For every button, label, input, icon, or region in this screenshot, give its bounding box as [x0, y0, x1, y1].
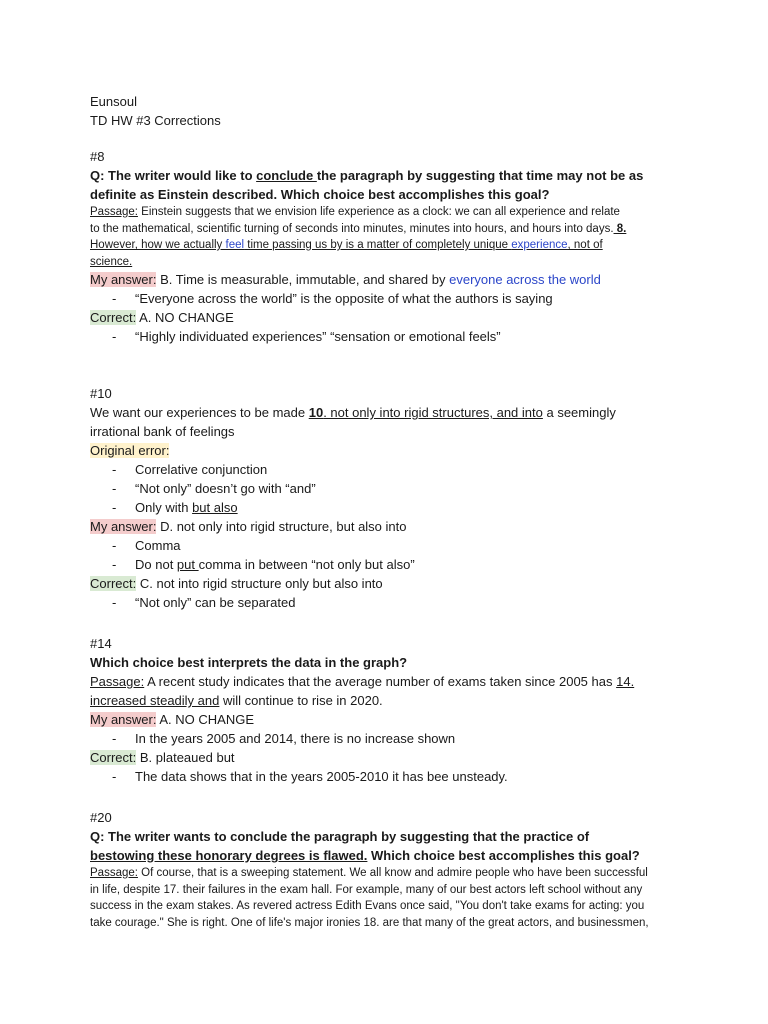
question-text: Q: The writer wants to conclude the paragraph by suggesting that the practice of	[90, 829, 590, 844]
question-number: #10	[90, 386, 112, 401]
question-text: Q: The writer would like to conclude the paragraph by suggesting that time may not be as	[90, 168, 644, 183]
original-error	[90, 441, 690, 460]
author-name: Eunsoul	[90, 94, 137, 109]
list-item: - “Not only” can be separated	[112, 595, 296, 610]
passage-label: Passage:	[90, 206, 138, 218]
document-title: TD HW #3 Corrections	[90, 113, 221, 128]
question-text: bestowing these honorary degrees is flawed. Which choice best accomplishes this goal?	[90, 848, 640, 863]
question-text: We want our experiences to be made 10. not only into rigid structures, and into a seemingly	[90, 405, 616, 420]
question-text: Which choice best interprets the data in the graph?	[90, 655, 408, 670]
passage-label: Passage:	[90, 867, 138, 879]
document-page	[90, 92, 690, 931]
correct-answer: Correct: A. NO CHANGE	[90, 310, 234, 325]
section-q8	[90, 147, 690, 346]
section-q20	[90, 808, 690, 931]
passage-label: Passage:	[90, 674, 145, 689]
passage: Passage: A recent study indicates that the average number of exams taken since 2005 has 14.	[90, 674, 635, 689]
question-text: irrational bank of feelings	[90, 424, 235, 439]
section-q10	[90, 384, 690, 612]
section-q14	[90, 634, 690, 786]
original-error-label: Original error:	[90, 443, 170, 458]
list-item: - Comma	[112, 538, 181, 553]
passage: Passage: Einstein suggests that we envision life experience as a clock: we can all experience and relate to the mathematical, scientific turning of seconds into minutes, minutes into hours, and hours into days. 8. However, how we actually feel time passing us by is a matter of completely unique experience, not of science.	[90, 206, 627, 268]
correct-answer: Correct: B. plateaued but	[90, 750, 235, 765]
list-item: - Only with but also	[112, 500, 238, 515]
list-item: - “Not only” doesn’t go with “and”	[112, 481, 316, 496]
my-answer: My answer: A. NO CHANGE	[90, 712, 254, 727]
question-number: #8	[90, 149, 105, 164]
my-answer: My answer: B. Time is measurable, immutable, and shared by everyone across the world	[90, 272, 601, 287]
question-text: definite as Einstein described. Which choice best accomplishes this goal?	[90, 187, 550, 202]
list-item: - “Highly individuated experiences” “sensation or emotional feels”	[112, 329, 501, 344]
my-answer-label: My answer:	[90, 519, 157, 534]
passage: Passage: Of course, that is a sweeping statement. We all know and admire people who have been successful in life, despite 17. their failures in the exam hall. For example, many of our best actors left school without any success in the exam stakes. As revered actress Edith Evans once said, "You don't take exams for acting: you take courage." She is right. One of life's major ironies 18. are that many of the great actors, and businessmen,	[90, 867, 649, 929]
list-item: - Correlative conjunction	[112, 462, 268, 477]
list-item: - Do not put comma in between “not only but also”	[112, 557, 415, 572]
my-answer-label: My answer:	[90, 272, 157, 287]
correct-label: Correct:	[90, 576, 137, 591]
list-item: - “Everyone across the world” is the opposite of what the authors is saying	[112, 291, 553, 306]
passage: increased steadily and will continue to rise in 2020.	[90, 693, 383, 708]
list-item: - In the years 2005 and 2014, there is no increase shown	[112, 731, 456, 746]
question-number: #20	[90, 810, 112, 825]
my-answer-label: My answer:	[90, 712, 157, 727]
my-answer: My answer: D. not only into rigid structure, but also into	[90, 519, 407, 534]
question-number: #14	[90, 636, 112, 651]
list-item: - The data shows that in the years 2005-2010 it has bee unsteady.	[112, 769, 508, 784]
correct-label: Correct:	[90, 310, 137, 325]
correct-label: Correct:	[90, 750, 137, 765]
correct-answer: Correct: C. not into rigid structure only but also into	[90, 576, 383, 591]
